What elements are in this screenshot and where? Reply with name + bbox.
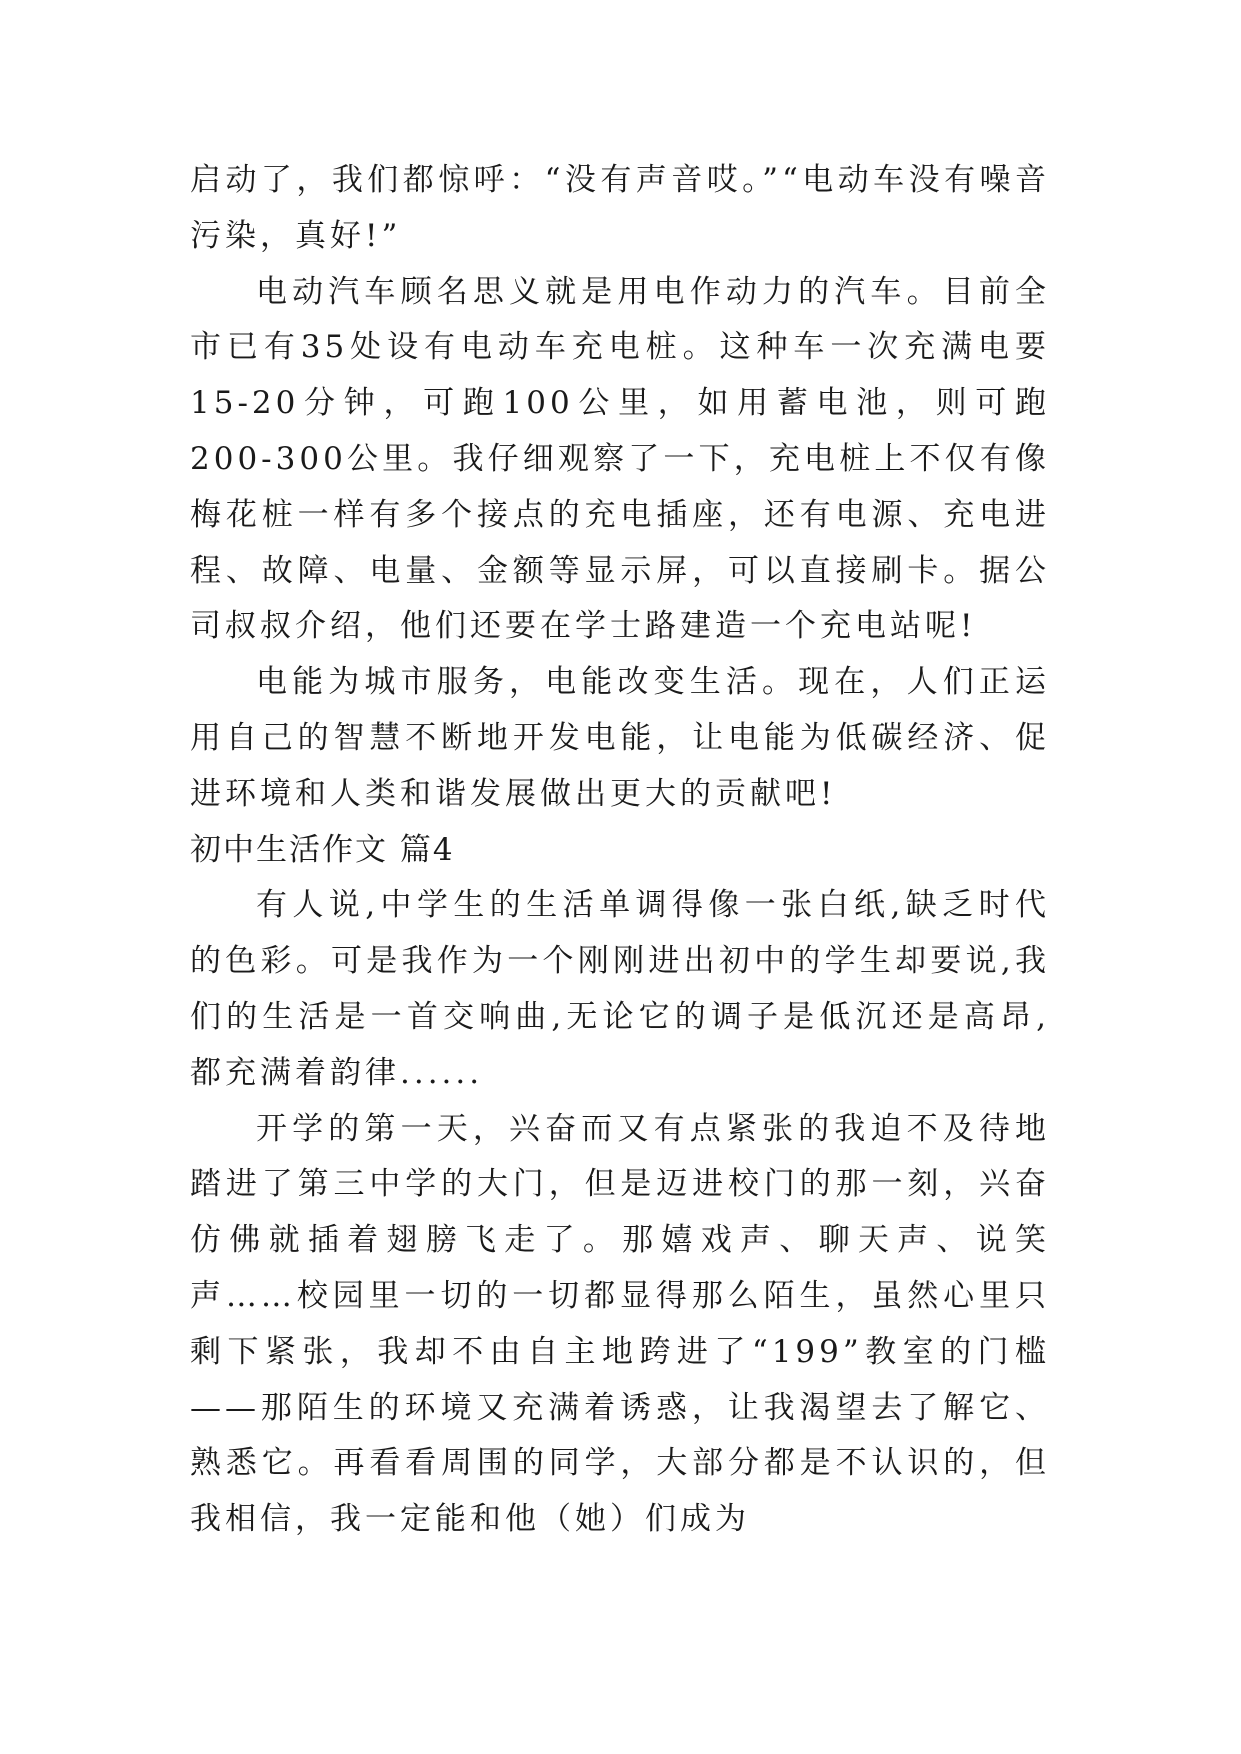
paragraph-electric-life: 电能为城市服务，电能改变生活。现在，人们正运用自己的智慧不断地开发电能，让电能为低碳经济、促进环境和人类和谐发展做出更大的贡献吧! <box>190 664 1050 812</box>
section-heading: 初中生活作文 篇4 <box>190 831 455 868</box>
paragraph-electric-car: 电动汽车顾名思义就是用电作动力的汽车。目前全市已有35处设有电动车充电桩。这种车一次充满电要15-20分钟，可跑100公里，如用蓄电池，则可跑200-300公里。我仔细观察了一下，充电桩上不仅有像梅花桩一样有多个接点的充电插座，还有电源、充电进程、故障、电量、金额等显示屏，可以直接刷卡。据公司叔叔介绍，他们还要在学士路建造一个充电站呢! <box>190 273 1050 645</box>
paragraph-first-day: 开学的第一天，兴奋而又有点紧张的我迫不及待地踏进了第三中学的大门，但是迈进校门的那一刻，兴奋仿佛就插着翅膀飞走了。那嬉戏声、聊天声、说笑声……校园里一切的一切都显得那么陌生，虽然心里只剩下紧张，我却不由自主地跨进了“199”教室的门槛——那陌生的环境又充满着诱惑，让我渴望去了解它、熟悉它。再看看周围的同学，大部分都是不认识的，但我相信，我一定能和他（她）们成为 <box>190 1110 1050 1538</box>
paragraph-continued: 启动了，我们都惊呼：“没有声音哎。”“电动车没有噪音污染，真好!” <box>190 162 1050 254</box>
paragraph-middle-school-life: 有人说,中学生的生活单调得像一张白纸,缺乏时代的色彩。可是我作为一个刚刚进出初中的学生却要说,我们的生活是一首交响曲,无论它的调子是低沉还是高昂,都充满着韵律...... <box>190 887 1050 1091</box>
document-body <box>190 153 1050 1548</box>
